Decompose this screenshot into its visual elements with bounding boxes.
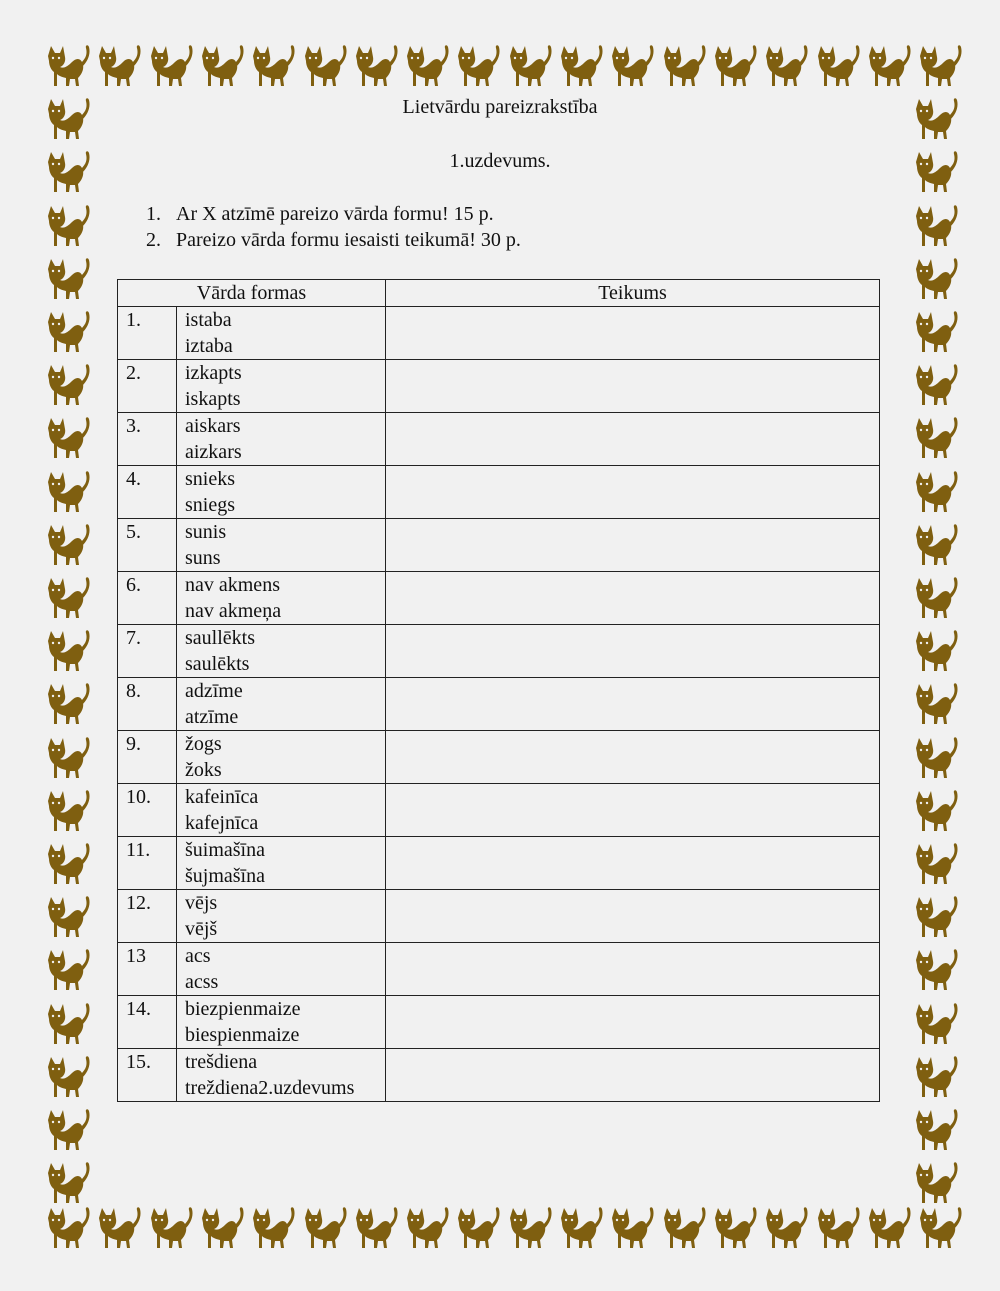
black-cat-icon — [42, 676, 90, 728]
black-cat-icon — [452, 38, 500, 90]
table-row — [118, 466, 880, 519]
row-number: 8. — [118, 678, 177, 731]
black-cat-icon — [42, 1049, 90, 1101]
word-option-a: žogs — [185, 733, 222, 755]
word-option-a: sunis — [185, 521, 227, 543]
word-option-a: biezpienmaize — [185, 998, 301, 1020]
black-cat-icon — [42, 357, 90, 409]
black-cat-icon — [504, 38, 552, 90]
word-options — [177, 943, 386, 996]
word-option-a: saullēkts — [185, 627, 255, 649]
table-header-row — [118, 280, 880, 307]
black-cat-icon — [910, 1049, 958, 1101]
black-cat-icon — [42, 251, 90, 303]
black-cat-icon — [606, 1200, 654, 1252]
word-option-a: acs — [185, 945, 211, 967]
black-cat-icon — [93, 1200, 141, 1252]
word-option-b: saulēkts — [185, 653, 250, 675]
word-option-a: šuimašīna — [185, 839, 265, 861]
black-cat-icon — [910, 623, 958, 675]
black-cat-icon — [910, 304, 958, 356]
task-item — [146, 227, 521, 253]
task-text: Pareizo vārda formu iesaisti teikumā! 30 p. — [176, 229, 521, 251]
task-item — [146, 201, 521, 227]
black-cat-icon — [910, 730, 958, 782]
word-forms-table — [117, 279, 880, 1102]
task-text: Ar X atzīmē pareizo vārda formu! 15 p. — [176, 203, 494, 225]
black-cat-icon — [910, 942, 958, 994]
table-row — [118, 572, 880, 625]
black-cat-icon — [42, 570, 90, 622]
table-row — [118, 731, 880, 784]
table-row — [118, 890, 880, 943]
black-cat-icon — [555, 1200, 603, 1252]
black-cat-icon — [42, 623, 90, 675]
black-cat-icon — [350, 38, 398, 90]
word-options — [177, 678, 386, 731]
word-option-b: biespienmaize — [185, 1024, 300, 1046]
row-number: 2. — [118, 360, 177, 413]
black-cat-icon — [247, 38, 295, 90]
row-number: 15. — [118, 1049, 177, 1102]
black-cat-icon — [910, 198, 958, 250]
black-cat-icon — [863, 38, 911, 90]
black-cat-icon — [42, 38, 90, 90]
black-cat-icon — [42, 1155, 90, 1207]
word-options — [177, 519, 386, 572]
word-option-b: aizkars — [185, 441, 242, 463]
sentence-cell[interactable] — [386, 731, 880, 784]
black-cat-icon — [760, 38, 808, 90]
row-number: 1. — [118, 307, 177, 360]
sentence-cell[interactable] — [386, 413, 880, 466]
row-number: 13 — [118, 943, 177, 996]
sentence-cell[interactable] — [386, 1049, 880, 1102]
row-number: 14. — [118, 996, 177, 1049]
word-option-b: vējš — [185, 918, 218, 940]
word-options — [177, 1049, 386, 1102]
black-cat-icon — [658, 38, 706, 90]
black-cat-icon — [910, 783, 958, 835]
black-cat-icon — [910, 251, 958, 303]
table-row — [118, 307, 880, 360]
word-option-b: iztaba — [185, 335, 233, 357]
table-row — [118, 625, 880, 678]
black-cat-icon — [910, 464, 958, 516]
word-options — [177, 466, 386, 519]
black-cat-icon — [145, 1200, 193, 1252]
black-cat-icon — [401, 38, 449, 90]
black-cat-icon — [42, 304, 90, 356]
page-title: Lietvārdu pareizrakstība — [402, 96, 598, 118]
black-cat-icon — [401, 1200, 449, 1252]
word-options — [177, 837, 386, 890]
sentence-cell[interactable] — [386, 519, 880, 572]
black-cat-icon — [42, 1102, 90, 1154]
table-row — [118, 996, 880, 1049]
row-number: 7. — [118, 625, 177, 678]
word-option-b: treždiena2.uzdevums — [185, 1077, 355, 1099]
table-row — [118, 413, 880, 466]
sentence-cell[interactable] — [386, 625, 880, 678]
row-number: 9. — [118, 731, 177, 784]
black-cat-icon — [42, 1200, 90, 1252]
black-cat-icon — [914, 38, 962, 90]
word-option-a: kafeinīca — [185, 786, 259, 808]
header-sentence: Teikums — [386, 280, 880, 307]
black-cat-icon — [42, 783, 90, 835]
black-cat-icon — [863, 1200, 911, 1252]
black-cat-icon — [196, 1200, 244, 1252]
sentence-cell[interactable] — [386, 360, 880, 413]
word-option-a: trešdiena — [185, 1051, 258, 1073]
word-option-a: istaba — [185, 309, 232, 331]
black-cat-icon — [42, 942, 90, 994]
word-options — [177, 307, 386, 360]
sentence-cell[interactable] — [386, 784, 880, 837]
sentence-cell[interactable] — [386, 307, 880, 360]
black-cat-icon — [299, 1200, 347, 1252]
word-option-b: kafejnīca — [185, 812, 259, 834]
word-option-a: vējs — [185, 892, 218, 914]
black-cat-icon — [910, 889, 958, 941]
black-cat-icon — [812, 1200, 860, 1252]
word-option-b: nav akmeņa — [185, 600, 282, 622]
word-options — [177, 625, 386, 678]
word-option-a: adzīme — [185, 680, 243, 702]
table-row — [118, 678, 880, 731]
word-option-b: žoks — [185, 759, 222, 781]
sentence-cell[interactable] — [386, 837, 880, 890]
black-cat-icon — [910, 1102, 958, 1154]
sentence-cell[interactable] — [386, 890, 880, 943]
black-cat-icon — [910, 570, 958, 622]
black-cat-icon — [299, 38, 347, 90]
table-row — [118, 784, 880, 837]
word-options — [177, 572, 386, 625]
table-row — [118, 943, 880, 996]
black-cat-icon — [42, 198, 90, 250]
black-cat-icon — [910, 357, 958, 409]
black-cat-icon — [42, 730, 90, 782]
word-option-a: snieks — [185, 468, 235, 490]
black-cat-icon — [760, 1200, 808, 1252]
sentence-cell[interactable] — [386, 943, 880, 996]
black-cat-icon — [350, 1200, 398, 1252]
black-cat-icon — [42, 410, 90, 462]
header-word-forms: Vārda formas — [118, 280, 386, 307]
black-cat-icon — [247, 1200, 295, 1252]
black-cat-icon — [42, 889, 90, 941]
row-number: 10. — [118, 784, 177, 837]
word-option-b: atzīme — [185, 706, 239, 728]
row-number: 3. — [118, 413, 177, 466]
row-number: 5. — [118, 519, 177, 572]
black-cat-icon — [658, 1200, 706, 1252]
task-number: 2. — [146, 229, 161, 251]
black-cat-icon — [555, 38, 603, 90]
sentence-cell[interactable] — [386, 678, 880, 731]
black-cat-icon — [812, 38, 860, 90]
black-cat-icon — [606, 38, 654, 90]
word-option-a: aiskars — [185, 415, 241, 437]
word-option-b: šujmašīna — [185, 865, 265, 887]
black-cat-icon — [196, 38, 244, 90]
black-cat-icon — [910, 836, 958, 888]
word-option-a: izkapts — [185, 362, 242, 384]
task-list — [146, 201, 521, 253]
sentence-cell[interactable] — [386, 572, 880, 625]
row-number: 6. — [118, 572, 177, 625]
black-cat-icon — [504, 1200, 552, 1252]
black-cat-icon — [452, 1200, 500, 1252]
black-cat-icon — [42, 996, 90, 1048]
word-option-a: nav akmens — [185, 574, 280, 596]
exercise-heading: 1.uzdevums. — [449, 150, 551, 172]
table-row — [118, 1049, 880, 1102]
black-cat-icon — [42, 464, 90, 516]
word-options — [177, 413, 386, 466]
black-cat-icon — [145, 38, 193, 90]
black-cat-icon — [910, 410, 958, 462]
table-row — [118, 837, 880, 890]
black-cat-icon — [42, 517, 90, 569]
word-option-b: suns — [185, 547, 221, 569]
word-options — [177, 890, 386, 943]
word-options — [177, 784, 386, 837]
word-option-b: sniegs — [185, 494, 235, 516]
word-option-b: acss — [185, 971, 219, 993]
row-number: 11. — [118, 837, 177, 890]
word-options — [177, 360, 386, 413]
black-cat-icon — [910, 996, 958, 1048]
black-cat-icon — [910, 676, 958, 728]
table-row — [118, 360, 880, 413]
black-cat-icon — [709, 1200, 757, 1252]
row-number: 4. — [118, 466, 177, 519]
black-cat-icon — [709, 38, 757, 90]
word-options — [177, 731, 386, 784]
sentence-cell[interactable] — [386, 996, 880, 1049]
row-number: 12. — [118, 890, 177, 943]
black-cat-icon — [910, 517, 958, 569]
task-number: 1. — [146, 203, 161, 225]
black-cat-icon — [910, 1155, 958, 1207]
table-row — [118, 519, 880, 572]
word-options — [177, 996, 386, 1049]
sentence-cell[interactable] — [386, 466, 880, 519]
word-option-b: iskapts — [185, 388, 241, 410]
black-cat-icon — [42, 836, 90, 888]
black-cat-icon — [914, 1200, 962, 1252]
black-cat-icon — [93, 38, 141, 90]
